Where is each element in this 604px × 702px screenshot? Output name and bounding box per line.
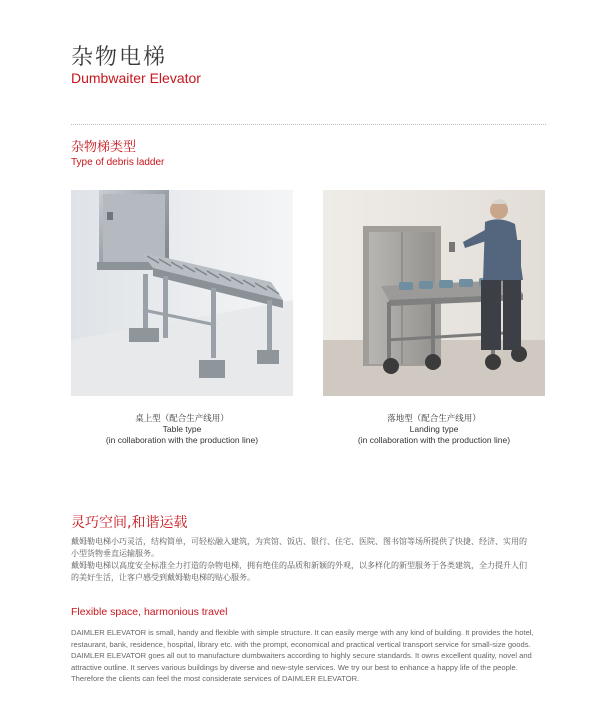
caption-en-line1: Table type (162, 424, 202, 434)
paragraph-line: Therefore the clients can feel the most considerate services of DAIMLER ELEVATOR. (71, 674, 360, 683)
caption-cn: 落地型（配合生产线用） (387, 413, 481, 423)
paragraph-line: 戴姆勒电梯小巧灵活，结构简单，可轻松融入建筑，为宾馆、饭店、银行、住宅、医院、图书馆等场所提供了快捷、经济、实用的 (71, 537, 527, 546)
page-title-en: Dumbwaiter Elevator (71, 70, 201, 86)
paragraph-line: 的美好生活，让客户感受到戴姆勒电梯的贴心服务。 (71, 573, 255, 582)
caption-en-line2: (in collaboration with the production line) (105, 435, 259, 445)
paragraph-line: 戴姆勒电梯以高度安全标准全力打造的杂物电梯，拥有绝佳的品质和新颖的外观，以多样化的新型服务于各类建筑，全力提升人们 (71, 561, 527, 570)
paragraph-line: 小型货物垂直运输服务。 (71, 549, 159, 558)
caption-en-line2: (in collaboration with the production line) (357, 435, 511, 445)
caption-cn: 桌上型（配合生产线用） (135, 413, 229, 423)
landing-type-dumbwaiter-photo (323, 190, 545, 396)
paragraph-line: restaurant, bank, residence, hospital, library etc. with the prompt, economical and practical vertical transport service for small-size goods. (71, 639, 531, 649)
landing-type-caption (304, 413, 564, 446)
paragraph-line: attractive outline. It serves various buildings by diverse and new-style services. We try our best to enhance a happy life of the people. (71, 662, 518, 672)
flex-paragraph-cn (71, 536, 541, 584)
types-heading-cn: 杂物梯类型 (71, 140, 137, 155)
paragraph-line: DAIMLER ELEVATOR goes all out to manufacture dumbwaiters according to highly secure standards. It owns excellent quality, novel and (71, 651, 532, 660)
table-type-dumbwaiter-photo (71, 190, 293, 396)
types-heading-en: Type of debris ladder (71, 157, 165, 168)
flex-paragraph-en (71, 627, 541, 685)
section-divider (71, 124, 546, 125)
flex-heading-en: Flexible space, harmonious travel (71, 606, 228, 618)
page-title-cn: 杂物电梯 (71, 45, 168, 70)
caption-en-line1: Landing type (409, 424, 459, 434)
paragraph-line: DAIMLER ELEVATOR is small, handy and flexible with simple structure. It can easily merge with any kind of building. It provides the hotel, (71, 628, 534, 637)
table-type-caption (52, 413, 312, 446)
flex-heading-cn: 灵巧空间,和谐运载 (71, 515, 188, 531)
